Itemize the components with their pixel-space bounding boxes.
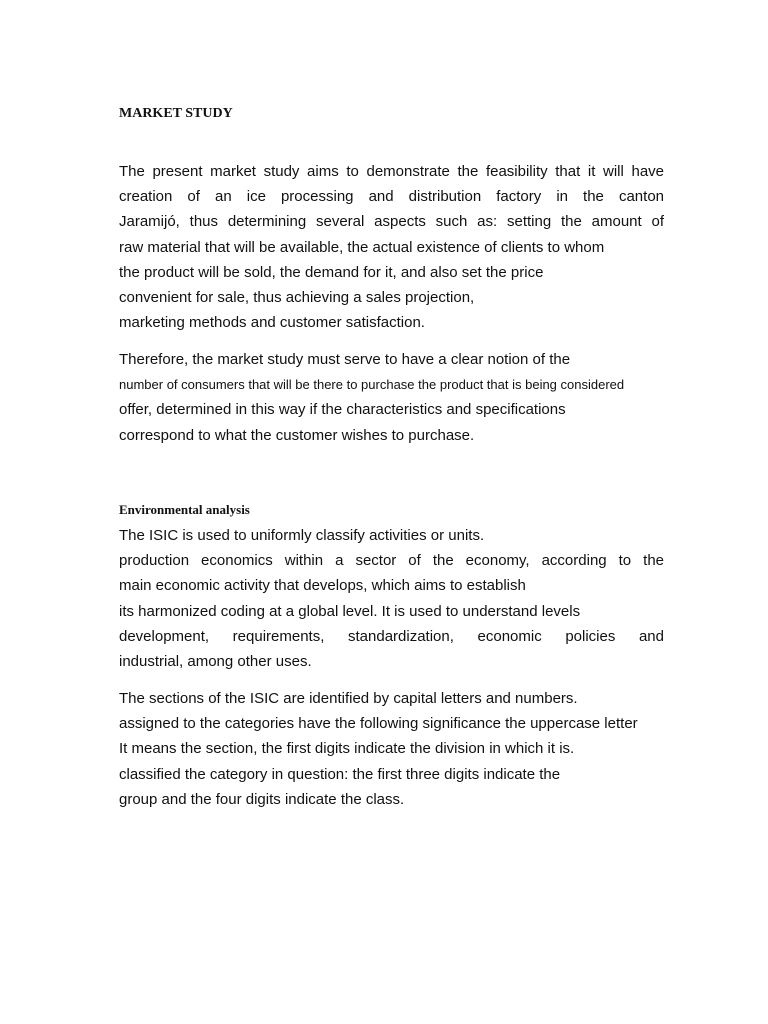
text-line: creation of an ice processing and distribution factory in the canton xyxy=(119,188,664,206)
document-title: MARKET STUDY xyxy=(119,106,233,121)
intro-paragraph-1 xyxy=(119,159,664,335)
text-line: marketing methods and customer satisfaction. xyxy=(119,314,425,332)
text-line: The sections of the ISIC are identified by capital letters and numbers. xyxy=(119,690,578,707)
text-line: its harmonized coding at a global level. It is used to understand levels xyxy=(119,602,581,620)
text-line: It means the section, the first digits indicate the division in which it is. xyxy=(119,740,575,758)
text-line: number of consumers that will be there to purchase the product that is being considered xyxy=(119,377,625,393)
text-line: The ISIC is used to uniformly classify activities or units. xyxy=(119,527,485,544)
section-heading: Environmental analysis xyxy=(119,502,250,517)
text-line: Jaramijó, thus determining several aspects such as: setting the amount of xyxy=(119,213,664,231)
text-line: The present market study aims to demonstrate the feasibility that it will have xyxy=(119,163,664,180)
text-line: assigned to the categories have the following significance the uppercase letter xyxy=(119,715,638,733)
text-line: raw material that will be available, the actual existence of clients to whom xyxy=(119,238,605,256)
text-line: correspond to what the customer wishes to purchase. xyxy=(119,426,475,444)
text-line: Therefore, the market study must serve to have a clear notion of the xyxy=(119,351,571,368)
text-line: main economic activity that develops, which aims to establish xyxy=(119,577,526,595)
text-line: industrial, among other uses. xyxy=(119,652,312,670)
text-line: production economics within a sector of the economy, according to the xyxy=(119,552,664,570)
text-line: group and the four digits indicate the class. xyxy=(119,790,405,808)
section-paragraph-1 xyxy=(119,523,664,674)
text-line: classified the category in question: the first three digits indicate the xyxy=(119,765,561,783)
text-line: development, requirements, standardization, economic policies and xyxy=(119,627,664,645)
text-line: the product will be sold, the demand for it, and also set the price xyxy=(119,263,544,281)
intro-paragraph-2 xyxy=(119,347,664,448)
section-paragraph-2 xyxy=(119,686,664,812)
text-line: convenient for sale, thus achieving a sales projection, xyxy=(119,288,475,306)
text-line: offer, determined in this way if the characteristics and specifications xyxy=(119,401,566,419)
